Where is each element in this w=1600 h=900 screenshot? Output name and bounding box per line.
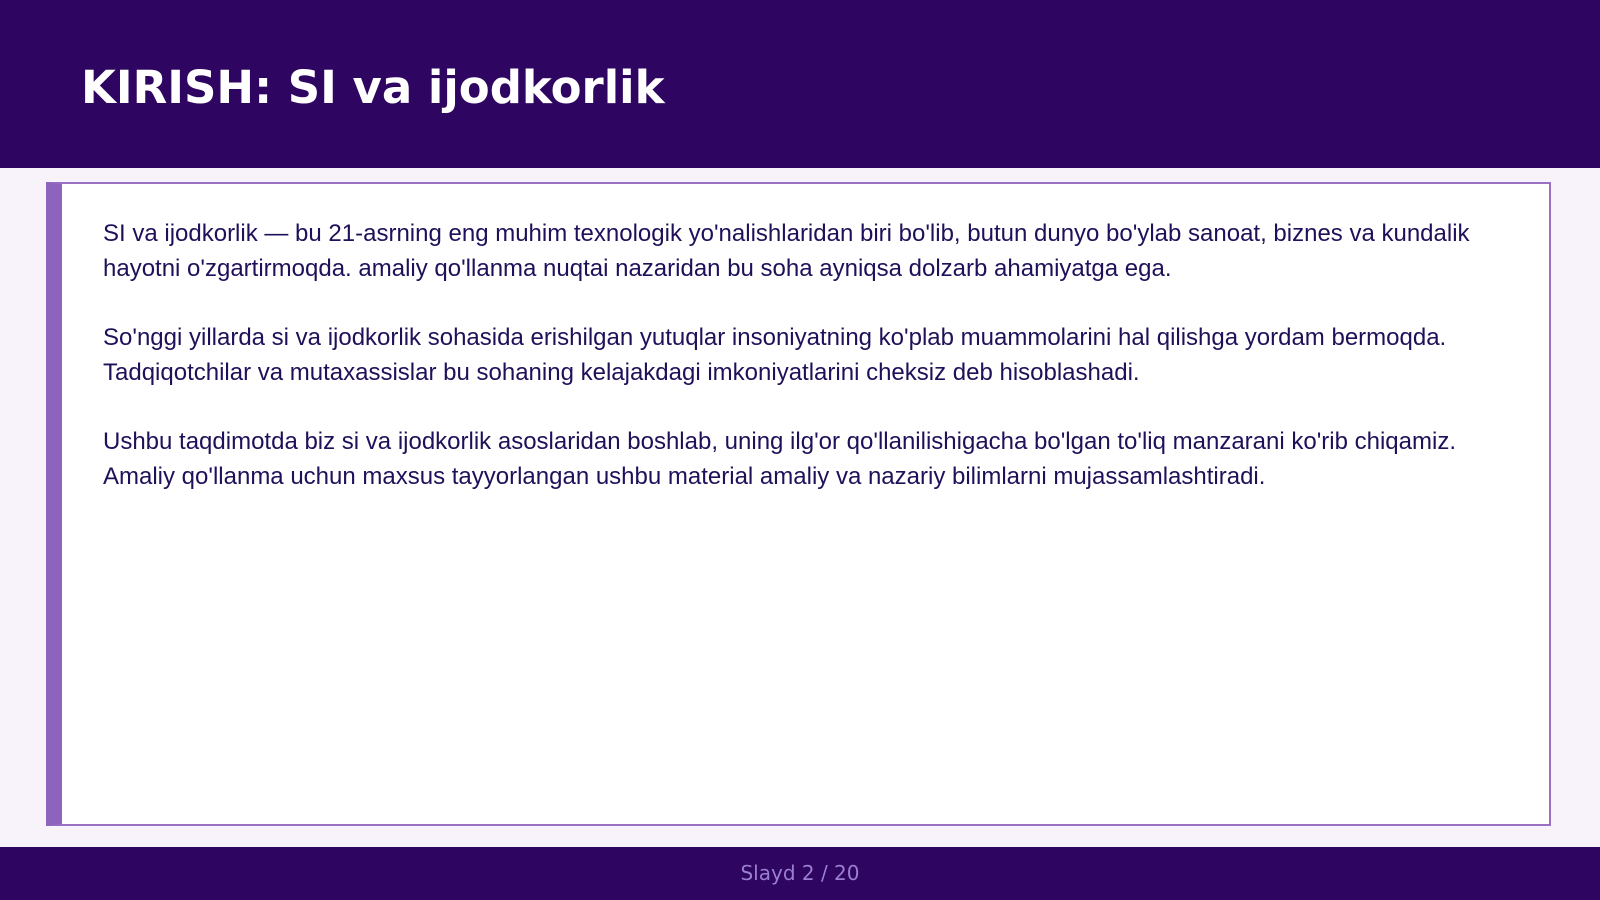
slide-title: KIRISH: SI va ijodkorlik xyxy=(81,61,665,114)
paragraph-1: SI va ijodkorlik — bu 21-asrning eng muhim texnologik yo'nalishlaridan biri bo'lib, butun dunyo bo'ylab sanoat, biznes va kundalik hayotni o'zgartirmoqda. amaliy qo'llanma nuqtai nazaridan bu soha ayniqsa dolzarb ahamiyatga ega. xyxy=(103,220,1470,282)
slide-header xyxy=(0,0,1600,168)
slide-footer xyxy=(0,847,1600,900)
slide-counter: Slayd 2 / 20 xyxy=(740,861,860,885)
paragraph-3: Ushbu taqdimotda biz si va ijodkorlik asoslaridan boshlab, uning ilg'or qo'llanilishigacha bo'lgan to'liq manzarani ko'rib chiqamiz. Amaliy qo'llanma uchun maxsus tayyorlangan ushbu material amaliy va nazariy bilimlarni mujassamlashtiradi. xyxy=(103,428,1456,490)
content-text xyxy=(103,216,1513,528)
paragraph-2: So'nggi yillarda si va ijodkorlik sohasida erishilgan yutuqlar insoniyatning ko'plab muammolarini hal qilishga yordam bermoqda. Tadqiqotchilar va mutaxassislar bu sohaning kelajakdagi imkoniyatlarini cheksiz deb hisoblashadi. xyxy=(103,324,1447,386)
